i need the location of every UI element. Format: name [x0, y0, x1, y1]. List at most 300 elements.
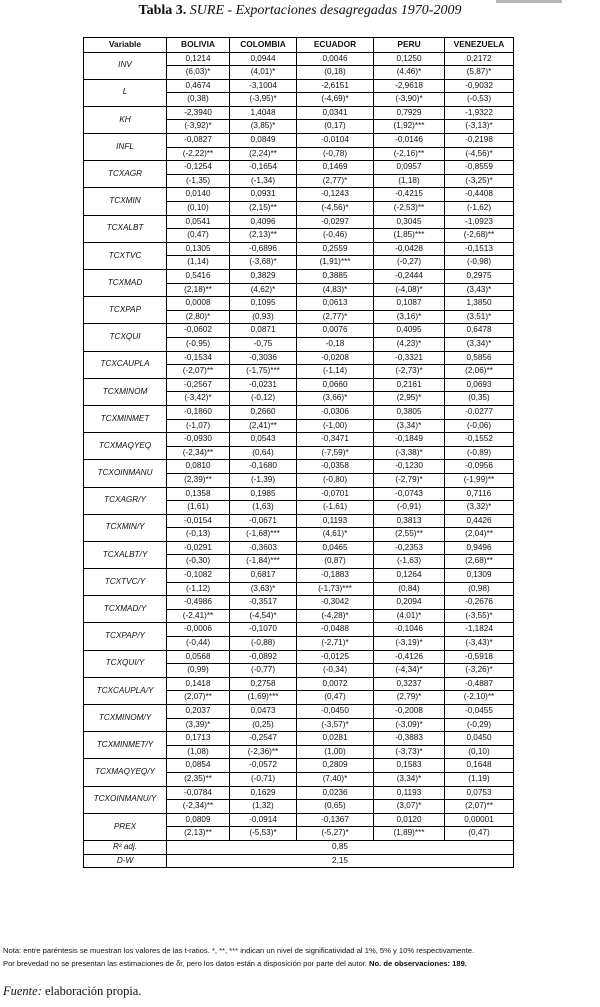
- t-ratio-cell: (3,63)*: [230, 582, 297, 596]
- coefficient-cell: -0,0006: [167, 623, 230, 637]
- variable-name: TCXAGR: [84, 161, 167, 188]
- t-ratio-cell: (3,32)*: [445, 501, 514, 515]
- coefficient-cell: -0,4887: [445, 677, 514, 691]
- coefficient-cell: 0,0008: [167, 297, 230, 311]
- t-ratio-cell: (1,63): [230, 501, 297, 515]
- coefficient-row: [84, 460, 514, 474]
- variable-name: TCXMAD: [84, 270, 167, 297]
- coefficient-cell: -0,0154: [167, 514, 230, 528]
- coefficient-cell: -0,0784: [167, 786, 230, 800]
- coefficient-cell: -2,3940: [167, 106, 230, 120]
- summary-label: D-W: [84, 854, 167, 868]
- coefficient-row: [84, 378, 514, 392]
- variable-name: L: [84, 79, 167, 106]
- t-ratio-cell: (-1,75)***: [230, 365, 297, 379]
- variable-name: TCXMAQYEQ/Y: [84, 759, 167, 786]
- t-ratio-cell: (0,25): [230, 718, 297, 732]
- t-ratio-cell: (-0,95): [167, 337, 230, 351]
- coefficient-cell: 0,3237: [374, 677, 445, 691]
- coefficient-cell: -0,0428: [374, 242, 445, 256]
- coefficient-cell: 0,1985: [230, 487, 297, 501]
- coefficient-cell: -0,2353: [374, 541, 445, 555]
- column-header: BOLIVIA: [167, 38, 230, 53]
- coefficient-row: [84, 705, 514, 719]
- t-ratio-cell: (4,61)*: [297, 528, 374, 542]
- t-ratio-cell: (-1,99)**: [445, 473, 514, 487]
- coefficient-row: [84, 650, 514, 664]
- variable-name: TCXOINMANU/Y: [84, 786, 167, 813]
- coefficient-cell: 0,00001: [445, 813, 514, 827]
- t-ratio-cell: (4,01)*: [230, 66, 297, 80]
- coefficient-cell: -0,0277: [445, 405, 514, 419]
- coefficient-cell: -0,3471: [297, 433, 374, 447]
- coefficient-cell: -0,3321: [374, 351, 445, 365]
- t-ratio-cell: (1,18): [374, 174, 445, 188]
- variable-name: TCXAGR/Y: [84, 487, 167, 514]
- variable-name: TCXPAP: [84, 297, 167, 324]
- coefficient-row: [84, 161, 514, 175]
- t-ratio-cell: (-3,26)*: [445, 664, 514, 678]
- t-ratio-cell: (-0,78): [297, 147, 374, 161]
- t-ratio-cell: (-1,73)***: [297, 582, 374, 596]
- coefficient-row: [84, 596, 514, 610]
- t-ratio-cell: (-2,79)*: [374, 473, 445, 487]
- t-ratio-cell: (2,13)**: [167, 827, 230, 841]
- t-ratio-cell: (-5,27)*: [297, 827, 374, 841]
- coefficient-cell: 0,2094: [374, 596, 445, 610]
- coefficient-cell: 0,1713: [167, 732, 230, 746]
- t-ratio-cell: (2,07)**: [167, 691, 230, 705]
- coefficient-cell: 0,1309: [445, 569, 514, 583]
- coefficient-row: [84, 188, 514, 202]
- t-ratio-cell: (3,51)*: [445, 310, 514, 324]
- t-ratio-cell: (2,13)**: [230, 229, 297, 243]
- t-ratio-cell: (1,19): [445, 772, 514, 786]
- t-ratio-cell: (-5,53)*: [230, 827, 297, 841]
- coefficient-cell: 0,0957: [374, 161, 445, 175]
- summary-row: [84, 840, 514, 854]
- t-ratio-cell: (-1,12): [167, 582, 230, 596]
- coefficient-row: [84, 324, 514, 338]
- t-ratio-cell: (4,46)*: [374, 66, 445, 80]
- t-ratio-cell: (2,35)**: [167, 772, 230, 786]
- coefficient-row: [84, 541, 514, 555]
- coefficient-cell: 0,7116: [445, 487, 514, 501]
- table-note: [3, 944, 474, 970]
- t-ratio-cell: (1,92)***: [374, 120, 445, 134]
- coefficient-cell: 0,2809: [297, 759, 374, 773]
- t-ratio-cell: (-3,92)*: [167, 120, 230, 134]
- coefficient-cell: -0,0104: [297, 134, 374, 148]
- t-ratio-cell: (-4,56)*: [445, 147, 514, 161]
- coefficient-cell: -0,9032: [445, 79, 514, 93]
- coefficient-cell: -2,9618: [374, 79, 445, 93]
- variable-name: TCXMINMET/Y: [84, 732, 167, 759]
- t-ratio-cell: (2,95)*: [374, 392, 445, 406]
- variable-name: TCXOINMANU: [84, 460, 167, 487]
- coefficient-cell: 0,1214: [167, 52, 230, 66]
- t-ratio-cell: (0,64): [230, 446, 297, 460]
- t-ratio-cell: (-2,16)**: [374, 147, 445, 161]
- coefficient-cell: -0,0455: [445, 705, 514, 719]
- t-ratio-cell: (3,39)*: [167, 718, 230, 732]
- coefficient-cell: 0,2975: [445, 270, 514, 284]
- t-ratio-cell: (-2,07)**: [167, 365, 230, 379]
- coefficient-cell: 0,0473: [230, 705, 297, 719]
- variable-name: TCXCAUPLA: [84, 351, 167, 378]
- t-ratio-cell: (5,87)*: [445, 66, 514, 80]
- coefficient-cell: 0,0072: [297, 677, 374, 691]
- t-ratio-cell: (-0,53): [445, 93, 514, 107]
- coefficient-cell: -0,0671: [230, 514, 297, 528]
- t-ratio-cell: (-3,09)*: [374, 718, 445, 732]
- table-title: [0, 3, 600, 19]
- coefficient-cell: 0,2161: [374, 378, 445, 392]
- t-ratio-cell: (-0,80): [297, 473, 374, 487]
- coefficient-cell: 0,0660: [297, 378, 374, 392]
- coefficient-cell: -0,0208: [297, 351, 374, 365]
- t-ratio-cell: (-1,63): [374, 555, 445, 569]
- coefficient-cell: 1,3850: [445, 297, 514, 311]
- t-ratio-cell: (7,40)*: [297, 772, 374, 786]
- t-ratio-cell: (-0,29): [445, 718, 514, 732]
- column-header: PERU: [374, 38, 445, 53]
- coefficient-cell: -0,0701: [297, 487, 374, 501]
- coefficient-cell: -0,1046: [374, 623, 445, 637]
- coefficient-row: [84, 52, 514, 66]
- t-ratio-cell: (0,10): [167, 202, 230, 216]
- coefficient-cell: 0,0236: [297, 786, 374, 800]
- t-ratio-cell: (1,32): [230, 800, 297, 814]
- coefficient-cell: 0,0341: [297, 106, 374, 120]
- t-ratio-cell: (-3,42)*: [167, 392, 230, 406]
- coefficient-row: [84, 677, 514, 691]
- t-ratio-cell: (4,83)*: [297, 283, 374, 297]
- coefficient-row: [84, 433, 514, 447]
- t-ratio-cell: (0,93): [230, 310, 297, 324]
- coefficient-cell: -0,1860: [167, 405, 230, 419]
- t-ratio-cell: -0,75: [230, 337, 297, 351]
- t-ratio-cell: (0,10): [445, 745, 514, 759]
- t-ratio-cell: (-3,90)*: [374, 93, 445, 107]
- variable-name: TCXMINMET: [84, 405, 167, 432]
- column-header: ECUADOR: [297, 38, 374, 53]
- t-ratio-cell: (0,98): [445, 582, 514, 596]
- summary-value: 0,85: [167, 840, 514, 854]
- coefficient-cell: 0,2172: [445, 52, 514, 66]
- t-ratio-cell: (-0,46): [297, 229, 374, 243]
- t-ratio-cell: (0,47): [297, 691, 374, 705]
- coefficient-cell: -0,0231: [230, 378, 297, 392]
- variable-name: TCXMIN: [84, 188, 167, 215]
- coefficient-cell: -0,0291: [167, 541, 230, 555]
- coefficient-cell: -0,0358: [297, 460, 374, 474]
- coefficient-cell: 0,3829: [230, 270, 297, 284]
- t-ratio-cell: (3,34)*: [445, 337, 514, 351]
- coefficient-cell: 0,0809: [167, 813, 230, 827]
- t-ratio-cell: (1,00): [297, 745, 374, 759]
- note-line-1: Nota: entre paréntesis se muestran los valores de las t-ratios. *, **, *** indican un nivel de significatividad al 1%, 5% y 10% respectivamente.: [3, 946, 475, 955]
- t-ratio-cell: (2,04)**: [445, 528, 514, 542]
- t-ratio-cell: (-3,25)*: [445, 174, 514, 188]
- column-header: VENEZUELA: [445, 38, 514, 53]
- coefficient-cell: 0,0543: [230, 433, 297, 447]
- t-ratio-cell: (2,24)**: [230, 147, 297, 161]
- coefficient-cell: -0,4126: [374, 650, 445, 664]
- t-ratio-cell: (3,66)*: [297, 392, 374, 406]
- coefficient-row: [84, 759, 514, 773]
- t-ratio-cell: (-4,34)*: [374, 664, 445, 678]
- coefficient-cell: -0,5918: [445, 650, 514, 664]
- coefficient-cell: 0,6478: [445, 324, 514, 338]
- coefficient-cell: 0,0076: [297, 324, 374, 338]
- coefficient-cell: 0,4426: [445, 514, 514, 528]
- t-ratio-cell: (0,17): [297, 120, 374, 134]
- coefficient-row: [84, 79, 514, 93]
- t-ratio-cell: (1,61): [167, 501, 230, 515]
- coefficient-cell: -0,3042: [297, 596, 374, 610]
- coefficient-cell: 0,0450: [445, 732, 514, 746]
- coefficient-cell: 0,0944: [230, 52, 297, 66]
- coefficient-cell: -0,1680: [230, 460, 297, 474]
- coefficient-cell: 0,2758: [230, 677, 297, 691]
- coefficient-cell: 1,4048: [230, 106, 297, 120]
- variable-name: TCXALBT: [84, 215, 167, 242]
- t-ratio-cell: (0,35): [445, 392, 514, 406]
- t-ratio-cell: (-7,59)*: [297, 446, 374, 460]
- t-ratio-cell: (-1,84)***: [230, 555, 297, 569]
- t-ratio-cell: (-3,13)*: [445, 120, 514, 134]
- t-ratio-cell: (-0,88): [230, 637, 297, 651]
- variable-name: TCXMIN/Y: [84, 514, 167, 541]
- t-ratio-cell: (-1,68)***: [230, 528, 297, 542]
- coefficient-cell: 0,0140: [167, 188, 230, 202]
- coefficient-cell: 0,0465: [297, 541, 374, 555]
- coefficient-cell: -0,0297: [297, 215, 374, 229]
- variable-name: TCXMINOM/Y: [84, 705, 167, 732]
- coefficient-cell: 0,3885: [297, 270, 374, 284]
- coefficient-cell: 0,0281: [297, 732, 374, 746]
- coefficient-cell: -0,0743: [374, 487, 445, 501]
- coefficient-cell: -0,2547: [230, 732, 297, 746]
- variable-name: TCXQUI: [84, 324, 167, 351]
- coefficient-cell: -0,0488: [297, 623, 374, 637]
- coefficient-cell: 0,0931: [230, 188, 297, 202]
- t-ratio-cell: (2,15)**: [230, 202, 297, 216]
- t-ratio-cell: (-2,22)**: [167, 147, 230, 161]
- t-ratio-cell: (2,07)**: [445, 800, 514, 814]
- coefficient-cell: -0,0125: [297, 650, 374, 664]
- t-ratio-cell: (-4,56)*: [297, 202, 374, 216]
- table-number: Tabla 3.: [138, 3, 187, 18]
- t-ratio-cell: (-0,77): [230, 664, 297, 678]
- coefficient-cell: -0,0956: [445, 460, 514, 474]
- coefficient-row: [84, 242, 514, 256]
- t-ratio-cell: (-0,44): [167, 637, 230, 651]
- coefficient-cell: 0,4674: [167, 79, 230, 93]
- t-ratio-cell: (-2,34)**: [167, 446, 230, 460]
- t-ratio-cell: (2,77)*: [297, 174, 374, 188]
- t-ratio-cell: (4,23)*: [374, 337, 445, 351]
- coefficient-cell: 0,3805: [374, 405, 445, 419]
- coefficient-cell: -0,0572: [230, 759, 297, 773]
- t-ratio-cell: (-3,38)*: [374, 446, 445, 460]
- t-ratio-cell: (-2,53)**: [374, 202, 445, 216]
- variable-name: TCXTVC/Y: [84, 569, 167, 596]
- coefficient-cell: 0,0871: [230, 324, 297, 338]
- coefficient-cell: -0,0602: [167, 324, 230, 338]
- coefficient-cell: 0,3045: [374, 215, 445, 229]
- coefficient-cell: -0,2567: [167, 378, 230, 392]
- coefficient-cell: -0,0930: [167, 433, 230, 447]
- t-ratio-cell: (-4,69)*: [297, 93, 374, 107]
- coefficient-cell: -0,3036: [230, 351, 297, 365]
- coefficient-cell: 0,6817: [230, 569, 297, 583]
- t-ratio-cell: (-3,55)*: [445, 609, 514, 623]
- coefficient-cell: -0,2444: [374, 270, 445, 284]
- coefficient-row: [84, 813, 514, 827]
- coefficient-cell: 0,4095: [374, 324, 445, 338]
- t-ratio-cell: (-2,10)**: [445, 691, 514, 705]
- t-ratio-cell: (2,80)*: [167, 310, 230, 324]
- coefficient-cell: -0,1230: [374, 460, 445, 474]
- t-ratio-cell: (-1,61): [297, 501, 374, 515]
- t-ratio-cell: (-4,28)*: [297, 609, 374, 623]
- coefficient-cell: -0,8559: [445, 161, 514, 175]
- t-ratio-cell: (-2,68)**: [445, 229, 514, 243]
- coefficient-cell: 0,1087: [374, 297, 445, 311]
- coefficient-cell: 0,2559: [297, 242, 374, 256]
- t-ratio-cell: (-3,57)*: [297, 718, 374, 732]
- variable-name: TCXTVC: [84, 242, 167, 269]
- header-row: [84, 38, 514, 53]
- coefficient-cell: -0,1367: [297, 813, 374, 827]
- variable-name: INFL: [84, 134, 167, 161]
- coefficient-cell: 0,9496: [445, 541, 514, 555]
- variable-name: TCXQUI/Y: [84, 650, 167, 677]
- coefficient-cell: 0,1193: [374, 786, 445, 800]
- coefficient-cell: -0,3517: [230, 596, 297, 610]
- coefficient-cell: 0,1358: [167, 487, 230, 501]
- table-body: [84, 52, 514, 868]
- coefficient-cell: -0,0306: [297, 405, 374, 419]
- coefficient-cell: -0,4215: [374, 188, 445, 202]
- coefficient-cell: 0,0810: [167, 460, 230, 474]
- coefficient-row: [84, 106, 514, 120]
- summary-label: R² adj.: [84, 840, 167, 854]
- coefficient-cell: 0,1250: [374, 52, 445, 66]
- t-ratio-cell: (1,69)***: [230, 691, 297, 705]
- t-ratio-cell: (2,18)**: [167, 283, 230, 297]
- coefficient-row: [84, 569, 514, 583]
- t-ratio-cell: (-2,36)**: [230, 745, 297, 759]
- coefficient-row: [84, 786, 514, 800]
- coefficient-cell: -0,4986: [167, 596, 230, 610]
- coefficient-cell: 0,0613: [297, 297, 374, 311]
- t-ratio-cell: (2,68)**: [445, 555, 514, 569]
- coefficient-cell: 0,0046: [297, 52, 374, 66]
- coefficient-cell: 0,1264: [374, 569, 445, 583]
- source-text: elaboración propia.: [45, 984, 142, 998]
- coefficient-cell: -1,1824: [445, 623, 514, 637]
- t-ratio-cell: (0,47): [167, 229, 230, 243]
- coefficient-cell: -0,3883: [374, 732, 445, 746]
- coefficient-cell: -0,2008: [374, 705, 445, 719]
- t-ratio-cell: (-3,95)*: [230, 93, 297, 107]
- t-ratio-cell: (4,01)*: [374, 609, 445, 623]
- variable-name: TCXMAD/Y: [84, 596, 167, 623]
- t-ratio-cell: (3,16)*: [374, 310, 445, 324]
- t-ratio-cell: (3,07)*: [374, 800, 445, 814]
- t-ratio-cell: (-2,41)**: [167, 609, 230, 623]
- t-ratio-cell: (2,39)**: [167, 473, 230, 487]
- coefficient-row: [84, 405, 514, 419]
- t-ratio-cell: (3,43)*: [445, 283, 514, 297]
- regression-table: [83, 37, 514, 868]
- coefficient-row: [84, 134, 514, 148]
- t-ratio-cell: (2,55)**: [374, 528, 445, 542]
- t-ratio-cell: (-3,68)*: [230, 256, 297, 270]
- variable-name: PREX: [84, 813, 167, 840]
- t-ratio-cell: (1,08): [167, 745, 230, 759]
- coefficient-cell: -0,2676: [445, 596, 514, 610]
- t-ratio-cell: (-3,73)*: [374, 745, 445, 759]
- coefficient-row: [84, 732, 514, 746]
- t-ratio-cell: (0,99): [167, 664, 230, 678]
- coefficient-cell: -1,9322: [445, 106, 514, 120]
- coefficient-cell: 0,1193: [297, 514, 374, 528]
- variable-name: TCXCAUPLA/Y: [84, 677, 167, 704]
- variable-name: TCXALBT/Y: [84, 541, 167, 568]
- coefficient-cell: -0,1243: [297, 188, 374, 202]
- t-ratio-cell: (-0,34): [297, 664, 374, 678]
- t-ratio-cell: (-3,43)*: [445, 637, 514, 651]
- coefficient-cell: -0,1654: [230, 161, 297, 175]
- coefficient-cell: -0,1082: [167, 569, 230, 583]
- coefficient-cell: -0,6896: [230, 242, 297, 256]
- coefficient-cell: -0,1070: [230, 623, 297, 637]
- t-ratio-cell: (0,47): [445, 827, 514, 841]
- t-ratio-cell: (4,62)*: [230, 283, 297, 297]
- coefficient-cell: 0,0541: [167, 215, 230, 229]
- source-line: [3, 984, 141, 999]
- summary-value: 2,15: [167, 854, 514, 868]
- coefficient-cell: 0,0849: [230, 134, 297, 148]
- coefficient-cell: -0,1849: [374, 433, 445, 447]
- summary-row: [84, 854, 514, 868]
- coefficient-cell: -0,1883: [297, 569, 374, 583]
- t-ratio-cell: (1,91)***: [297, 256, 374, 270]
- t-ratio-cell: (-3,19)*: [374, 637, 445, 651]
- t-ratio-cell: (-0,12): [230, 392, 297, 406]
- t-ratio-cell: (0,18): [297, 66, 374, 80]
- coefficient-cell: -1,0923: [445, 215, 514, 229]
- observations-count: No. de observaciones: 189.: [369, 959, 467, 968]
- variable-name: TCXPAP/Y: [84, 623, 167, 650]
- coefficient-cell: 0,1648: [445, 759, 514, 773]
- t-ratio-cell: (0,84): [374, 582, 445, 596]
- t-ratio-cell: (0,65): [297, 800, 374, 814]
- coefficient-cell: -2,6151: [297, 79, 374, 93]
- note-line-2: Por brevedad no se presentan las estimaciones de δr, pero los datos están a disposición por parte del autor. No. de observaciones: 189.: [3, 959, 467, 968]
- coefficient-row: [84, 215, 514, 229]
- variable-name: KH: [84, 106, 167, 133]
- t-ratio-cell: -0,18: [297, 337, 374, 351]
- coefficient-row: [84, 351, 514, 365]
- source-label: Fuente:: [3, 984, 42, 998]
- coefficient-cell: -0,1552: [445, 433, 514, 447]
- variable-name: TCXMINOM: [84, 378, 167, 405]
